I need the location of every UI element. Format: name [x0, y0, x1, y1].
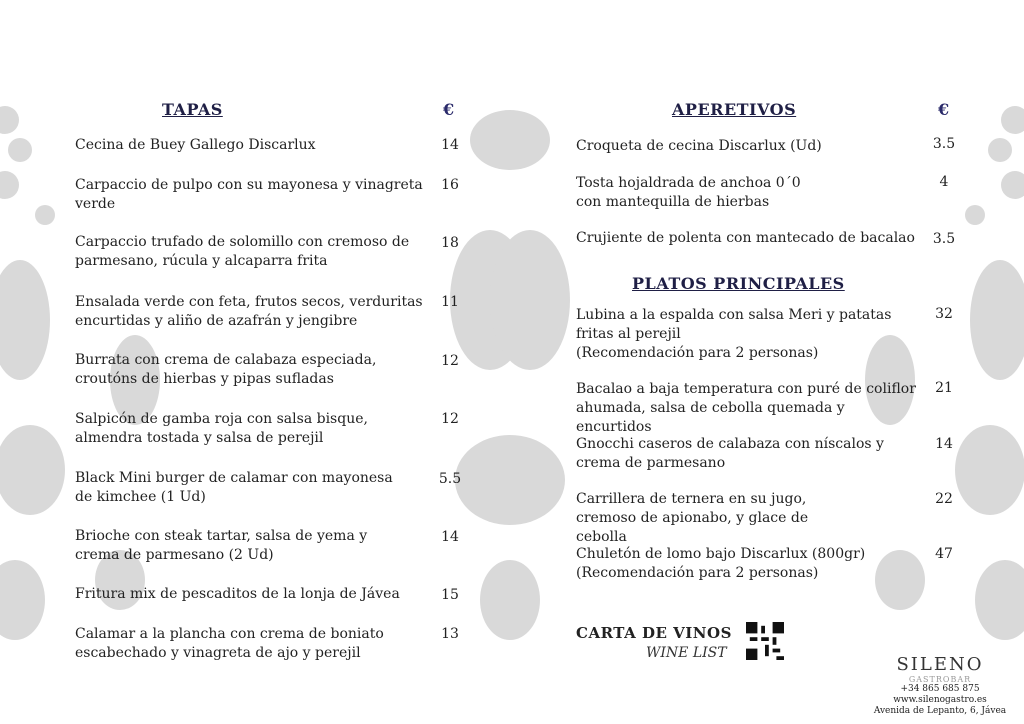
menu-item: Carpaccio de pulpo con su mayonesa y vinagreta verde [75, 177, 423, 212]
wine-list-subtitle: WINE LIST [646, 645, 727, 661]
item-price: 13 [441, 626, 459, 642]
menu-item: Cecina de Buey Gallego Discarlux [75, 137, 316, 153]
menu-item: Fritura mix de pescaditos de la lonja de Jávea [75, 586, 400, 602]
item-price: 21 [935, 380, 953, 396]
item-name: Chuletón de lomo bajo Discarlux (800gr) [576, 546, 866, 562]
item-price: 12 [441, 411, 459, 427]
item-price: 18 [441, 235, 459, 251]
currency-header: € [443, 100, 455, 119]
restaurant-brand [860, 654, 1020, 717]
menu-item: Carpaccio trufado de solomillo con cremoso de parmesano, rúcula y alcaparra frita [75, 234, 410, 269]
item-price: 22 [935, 491, 953, 507]
menu-item: Ensalada verde con feta, frutos secos, verduritas encurtidas y aliño de azafrán y jengibre [75, 294, 423, 329]
qr-code-icon[interactable] [746, 622, 784, 660]
currency-header: € [938, 100, 950, 119]
brand-tagline: GASTROBAR [908, 675, 972, 684]
menu-item: Bacalao a baja temperatura con puré de coliflor ahumada, salsa de cebolla quemada y encurtidos [576, 381, 916, 435]
menu-item: Croqueta de cecina Discarlux (Ud) [576, 138, 822, 154]
item-price: 3.5 [932, 136, 956, 152]
menu-item: Burrata con crema de calabaza especiada, croutóns de hierbas y pipas sufladas [75, 352, 377, 387]
menu-item [576, 306, 896, 363]
item-price: 4 [939, 174, 949, 190]
menu-item: Salpicón de gamba roja con salsa bisque, almendra tostada y salsa de perejil [75, 411, 368, 446]
principales-heading: PLATOS PRINCIPALES [632, 274, 845, 293]
brand-website[interactable]: www.silenogastro.es [893, 695, 987, 705]
item-note: (Recomendación para 2 personas) [576, 345, 819, 361]
item-price: 14 [935, 436, 953, 452]
item-note: (Recomendación para 2 personas) [576, 565, 819, 581]
item-price: 47 [935, 546, 953, 562]
item-price: 12 [441, 353, 459, 369]
brand-phone: +34 865 685 875 [900, 684, 980, 694]
item-price: 32 [935, 306, 953, 322]
menu-item: Black Mini burger de calamar con mayonesa de kimchee (1 Ud) [75, 470, 393, 505]
item-price: 15 [441, 587, 459, 603]
menu-item: Tosta hojaldrada de anchoa 0´0 con mantequilla de hierbas [576, 175, 801, 210]
tapas-heading: TAPAS [162, 100, 223, 119]
item-price: 14 [441, 529, 459, 545]
brand-address: Avenida de Lepanto, 6, Jávea [873, 706, 1007, 716]
menu-item: Calamar a la plancha con crema de boniato escabechado y vinagreta de ajo y perejil [75, 626, 384, 661]
brand-name: SILENO [896, 654, 984, 675]
wine-list-title: CARTA DE VINOS [576, 624, 732, 642]
item-price: 16 [441, 177, 459, 193]
item-price: 3.5 [932, 231, 956, 247]
menu-item: Brioche con steak tartar, salsa de yema y crema de parmesano (2 Ud) [75, 528, 368, 563]
item-name: Lubina a la espalda con salsa Meri y patatas fritas al perejil [576, 307, 892, 342]
menu-item: Carrillera de ternera en su jugo, cremoso de apionabo, y glace de cebolla [576, 491, 809, 545]
item-price: 11 [441, 294, 459, 310]
menu-item [576, 545, 936, 583]
aperitivos-heading: APERETIVOS [672, 100, 797, 119]
menu-item: Gnocchi caseros de calabaza con níscalos y crema de parmesano [576, 436, 884, 471]
menu-item: Crujiente de polenta con mantecado de bacalao [576, 230, 915, 246]
item-price: 14 [441, 137, 459, 153]
item-price: 5.5 [438, 471, 462, 487]
